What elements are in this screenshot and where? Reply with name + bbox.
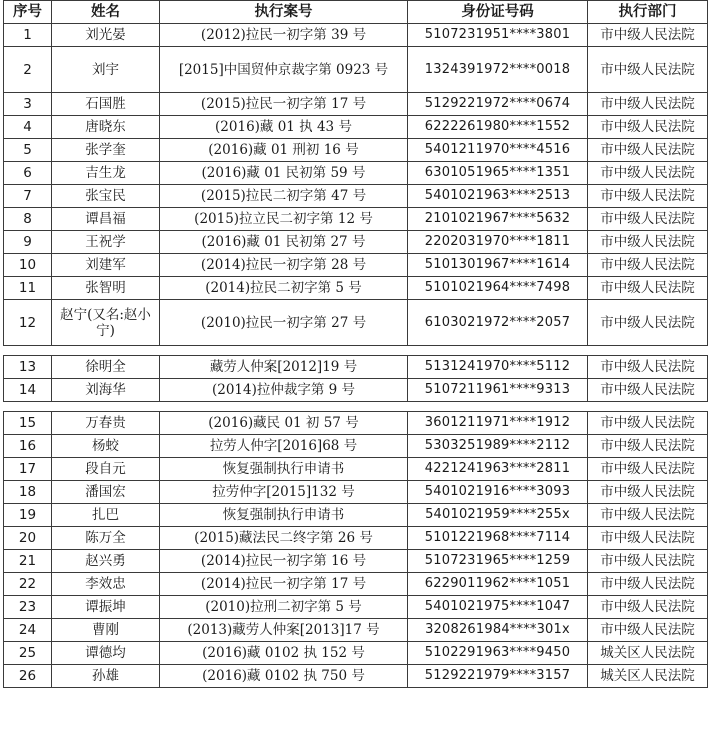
court-department: 市中级人民法院 xyxy=(588,116,708,139)
case-number: 恢复强制执行申请书 xyxy=(160,458,408,481)
court-department: 市中级人民法院 xyxy=(588,481,708,504)
table-row xyxy=(4,208,708,231)
table-row xyxy=(4,596,708,619)
row-index: 3 xyxy=(4,93,52,116)
id-number: 6222261980****1552 xyxy=(408,116,588,139)
table-row xyxy=(4,231,708,254)
id-number: 2101021967****5632 xyxy=(408,208,588,231)
table-row xyxy=(4,254,708,277)
debtor-name: 谭振坤 xyxy=(52,596,160,619)
row-index: 22 xyxy=(4,573,52,596)
debtor-table-part-2 xyxy=(3,355,708,402)
id-number: 6103021972****2057 xyxy=(408,300,588,346)
case-number: (2014)拉民一初字第 28 号 xyxy=(160,254,408,277)
debtor-name: 吉生龙 xyxy=(52,162,160,185)
debtor-name: 张宝民 xyxy=(52,185,160,208)
debtor-name: 赵兴勇 xyxy=(52,550,160,573)
court-department: 市中级人民法院 xyxy=(588,162,708,185)
header-row xyxy=(4,1,708,24)
case-number: (2016)藏 01 刑初 16 号 xyxy=(160,139,408,162)
debtor-name: 刘光晏 xyxy=(52,24,160,47)
case-number: (2010)拉民一初字第 27 号 xyxy=(160,300,408,346)
court-department: 市中级人民法院 xyxy=(588,185,708,208)
header-id-number: 身份证号码 xyxy=(408,1,588,24)
debtor-name: 唐晓东 xyxy=(52,116,160,139)
id-number: 1324391972****0018 xyxy=(408,47,588,93)
id-number: 2202031970****1811 xyxy=(408,231,588,254)
row-index: 14 xyxy=(4,379,52,402)
table-row xyxy=(4,185,708,208)
row-index: 7 xyxy=(4,185,52,208)
table-row xyxy=(4,504,708,527)
header-case-number: 执行案号 xyxy=(160,1,408,24)
debtor-table-part-1 xyxy=(3,0,708,346)
table-row xyxy=(4,356,708,379)
debtor-name: 李效忠 xyxy=(52,573,160,596)
row-index: 19 xyxy=(4,504,52,527)
id-number: 5401211970****4516 xyxy=(408,139,588,162)
court-department: 市中级人民法院 xyxy=(588,379,708,402)
id-number: 5129221972****0674 xyxy=(408,93,588,116)
id-number: 5401021916****3093 xyxy=(408,481,588,504)
case-number: (2016)藏 0102 执 750 号 xyxy=(160,665,408,688)
header-name: 姓名 xyxy=(52,1,160,24)
court-department: 市中级人民法院 xyxy=(588,619,708,642)
table-row xyxy=(4,665,708,688)
debtor-name: 张智明 xyxy=(52,277,160,300)
table-row xyxy=(4,619,708,642)
id-number: 5107231965****1259 xyxy=(408,550,588,573)
court-department: 市中级人民法院 xyxy=(588,527,708,550)
id-number: 4221241963****2811 xyxy=(408,458,588,481)
row-index: 20 xyxy=(4,527,52,550)
table-row xyxy=(4,300,708,346)
id-number: 5131241970****5112 xyxy=(408,356,588,379)
debtor-name: 刘建军 xyxy=(52,254,160,277)
id-number: 5401021963****2513 xyxy=(408,185,588,208)
id-number: 5102291963****9450 xyxy=(408,642,588,665)
section-gap xyxy=(3,402,707,411)
table-row xyxy=(4,550,708,573)
debtor-name: 段自元 xyxy=(52,458,160,481)
id-number: 5101301967****1614 xyxy=(408,254,588,277)
row-index: 21 xyxy=(4,550,52,573)
court-department: 市中级人民法院 xyxy=(588,412,708,435)
case-number: (2016)藏民 01 初 57 号 xyxy=(160,412,408,435)
debtor-name: 刘海华 xyxy=(52,379,160,402)
row-index: 8 xyxy=(4,208,52,231)
debtor-name: 谭德均 xyxy=(52,642,160,665)
court-department: 市中级人民法院 xyxy=(588,277,708,300)
case-number: (2016)藏 01 执 43 号 xyxy=(160,116,408,139)
debtor-name: 潘国宏 xyxy=(52,481,160,504)
court-department: 市中级人民法院 xyxy=(588,231,708,254)
case-number: (2015)拉民二初字第 47 号 xyxy=(160,185,408,208)
case-number: (2012)拉民一初字第 39 号 xyxy=(160,24,408,47)
debtor-list-document xyxy=(3,0,707,688)
row-index: 6 xyxy=(4,162,52,185)
id-number: 5107231951****3801 xyxy=(408,24,588,47)
court-department: 市中级人民法院 xyxy=(588,24,708,47)
row-index: 23 xyxy=(4,596,52,619)
row-index: 18 xyxy=(4,481,52,504)
case-number: (2015)藏法民二终字第 26 号 xyxy=(160,527,408,550)
table-row xyxy=(4,481,708,504)
debtor-name: 张学奎 xyxy=(52,139,160,162)
debtor-name: 刘宇 xyxy=(52,47,160,93)
table-row xyxy=(4,277,708,300)
case-number: (2015)拉立民二初字第 12 号 xyxy=(160,208,408,231)
case-number: 恢复强制执行申请书 xyxy=(160,504,408,527)
court-department: 市中级人民法院 xyxy=(588,458,708,481)
court-department: 市中级人民法院 xyxy=(588,573,708,596)
case-number: (2015)拉民一初字第 17 号 xyxy=(160,93,408,116)
debtor-name: 孙雄 xyxy=(52,665,160,688)
row-index: 17 xyxy=(4,458,52,481)
debtor-name: 万春贵 xyxy=(52,412,160,435)
case-number: 藏劳人仲案[2012]19 号 xyxy=(160,356,408,379)
row-index: 9 xyxy=(4,231,52,254)
court-department: 城关区人民法院 xyxy=(588,642,708,665)
table-row xyxy=(4,24,708,47)
court-department: 市中级人民法院 xyxy=(588,300,708,346)
header-department: 执行部门 xyxy=(588,1,708,24)
id-number: 5401021975****1047 xyxy=(408,596,588,619)
row-index: 15 xyxy=(4,412,52,435)
table-row xyxy=(4,527,708,550)
row-index: 4 xyxy=(4,116,52,139)
header-index: 序号 xyxy=(4,1,52,24)
id-number: 6229011962****1051 xyxy=(408,573,588,596)
row-index: 13 xyxy=(4,356,52,379)
debtor-name: 石国胜 xyxy=(52,93,160,116)
court-department: 市中级人民法院 xyxy=(588,47,708,93)
court-department: 市中级人民法院 xyxy=(588,435,708,458)
court-department: 城关区人民法院 xyxy=(588,665,708,688)
case-number: (2016)藏 01 民初第 27 号 xyxy=(160,231,408,254)
table-row xyxy=(4,116,708,139)
debtor-name: 陈万全 xyxy=(52,527,160,550)
id-number: 6301051965****1351 xyxy=(408,162,588,185)
court-department: 市中级人民法院 xyxy=(588,596,708,619)
id-number: 5101021964****7498 xyxy=(408,277,588,300)
table-row xyxy=(4,412,708,435)
table-row xyxy=(4,379,708,402)
table-row xyxy=(4,458,708,481)
court-department: 市中级人民法院 xyxy=(588,504,708,527)
case-number: 拉劳人仲字[2016]68 号 xyxy=(160,435,408,458)
row-index: 12 xyxy=(4,300,52,346)
row-index: 1 xyxy=(4,24,52,47)
row-index: 26 xyxy=(4,665,52,688)
case-number: (2014)拉民二初字第 5 号 xyxy=(160,277,408,300)
row-index: 25 xyxy=(4,642,52,665)
court-department: 市中级人民法院 xyxy=(588,356,708,379)
row-index: 5 xyxy=(4,139,52,162)
case-number: (2016)藏 0102 执 152 号 xyxy=(160,642,408,665)
id-number: 5129221979****3157 xyxy=(408,665,588,688)
debtor-name: 赵宁(又名:赵小宁) xyxy=(52,300,160,346)
row-index: 11 xyxy=(4,277,52,300)
court-department: 市中级人民法院 xyxy=(588,93,708,116)
case-number: (2010)拉刑二初字第 5 号 xyxy=(160,596,408,619)
case-number: 拉劳仲字[2015]132 号 xyxy=(160,481,408,504)
debtor-name: 杨蛟 xyxy=(52,435,160,458)
table-row xyxy=(4,47,708,93)
id-number: 5101221968****7114 xyxy=(408,527,588,550)
table-row xyxy=(4,573,708,596)
id-number: 5107211961****9313 xyxy=(408,379,588,402)
court-department: 市中级人民法院 xyxy=(588,139,708,162)
table-row xyxy=(4,642,708,665)
id-number: 3208261984****301x xyxy=(408,619,588,642)
court-department: 市中级人民法院 xyxy=(588,208,708,231)
debtor-name: 曹刚 xyxy=(52,619,160,642)
row-index: 24 xyxy=(4,619,52,642)
row-index: 16 xyxy=(4,435,52,458)
debtor-table-part-3 xyxy=(3,411,708,688)
case-number: (2014)拉民一初字第 16 号 xyxy=(160,550,408,573)
table-row xyxy=(4,139,708,162)
id-number: 5303251989****2112 xyxy=(408,435,588,458)
table-row xyxy=(4,93,708,116)
case-number: (2013)藏劳人仲案[2013]17 号 xyxy=(160,619,408,642)
case-number: (2016)藏 01 民初第 59 号 xyxy=(160,162,408,185)
debtor-name: 王祝学 xyxy=(52,231,160,254)
table-row xyxy=(4,435,708,458)
row-index: 10 xyxy=(4,254,52,277)
court-department: 市中级人民法院 xyxy=(588,254,708,277)
case-number: (2014)拉仲裁字第 9 号 xyxy=(160,379,408,402)
case-number: (2014)拉民一初字第 17 号 xyxy=(160,573,408,596)
case-number: [2015]中国贸仲京裁字第 0923 号 xyxy=(160,47,408,93)
id-number: 5401021959****255x xyxy=(408,504,588,527)
court-department: 市中级人民法院 xyxy=(588,550,708,573)
row-index: 2 xyxy=(4,47,52,93)
debtor-name: 谭昌福 xyxy=(52,208,160,231)
section-gap xyxy=(3,346,707,355)
table-row xyxy=(4,162,708,185)
debtor-name: 扎巴 xyxy=(52,504,160,527)
id-number: 3601211971****1912 xyxy=(408,412,588,435)
debtor-name: 徐明全 xyxy=(52,356,160,379)
